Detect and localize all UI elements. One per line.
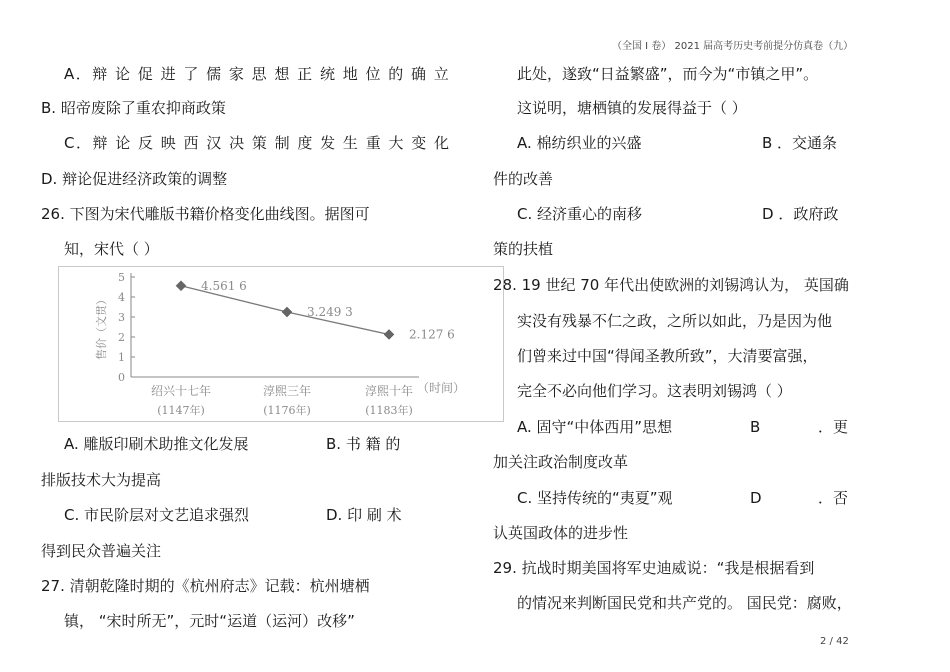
- q28-option-b-letter: B: [750, 418, 761, 436]
- q28-option-d-text: ．否: [818, 489, 849, 507]
- q25-option-b: B. 昭帝废除了重农抑商政策: [41, 99, 226, 117]
- q26-stem-line2: 知，宋代（ ）: [64, 240, 159, 258]
- y-axis-label: 售价（文贯）: [95, 294, 108, 360]
- x-tick-label: 淳熙十年: [364, 384, 414, 398]
- q25-option-c: C．辩 论 反 映 西 汉 决 策 制 度 发 生 重 大 变 化: [64, 134, 451, 152]
- x-tick-label: 绍兴十七年: [150, 384, 212, 398]
- q27-option-b-cont: 件的改善: [493, 170, 554, 188]
- y-tick-label: 0: [118, 371, 125, 384]
- data-label: 4.561 6: [201, 278, 247, 293]
- q28-option-d-cont: 认英国政体的进步性: [493, 524, 629, 542]
- q27-stem-line3: 此处，遂致“日益繁盛”，而今为“市镇之甲”。: [517, 65, 819, 83]
- data-point: [282, 307, 292, 317]
- y-tick-label: 5: [118, 271, 125, 284]
- x-tick-sublabel: (1147年): [157, 404, 205, 417]
- q26-option-b-cont: 排版技术大为提高: [41, 471, 162, 489]
- q27-stem-line1: 27. 清朝乾隆时期的《杭州府志》记载：杭州塘栖: [41, 577, 370, 595]
- q25-option-d: D. 辩论促进经济政策的调整: [41, 170, 228, 188]
- q27-stem-line4: 这说明，塘栖镇的发展得益于（ ）: [517, 99, 747, 117]
- data-point: [384, 329, 394, 339]
- x-tick-label: 淳熙三年: [262, 384, 312, 398]
- q28-option-d-letter: D: [750, 489, 762, 507]
- q28-option-c: C. 坚持传统的“夷夏”观: [517, 489, 673, 507]
- q27-option-a: A. 棉纺织业的兴盛: [517, 134, 642, 152]
- x-tick-sublabel: (1176年): [263, 404, 311, 417]
- q26-stem-line1: 26. 下图为宋代雕版书籍价格变化曲线图。据图可: [41, 205, 370, 223]
- q27-option-b: B ．交通条: [762, 134, 838, 152]
- q28-stem-line1: 28. 19 世纪 70 年代出使欧洲的刘锡鸿认为， 英国确: [493, 276, 849, 294]
- q27-option-c: C. 经济重心的南移: [517, 205, 643, 223]
- q28-stem-line3: 们曾来过中国“得闻圣教所致”，大清要富强，: [517, 347, 818, 365]
- page-header: （全国 Ⅰ 卷） 2021 届高考历史考前提分仿真卷（九）: [612, 41, 854, 52]
- q29-stem-line2: 的情况来判断国民党和共产党的。 国民党：腐败，: [517, 594, 852, 612]
- q27-option-d: D ．政府政: [762, 205, 839, 223]
- data-label: 2.127 6: [409, 327, 455, 342]
- q26-option-b: B. 书 籍 的: [326, 435, 401, 453]
- q28-stem-line2: 实没有残暴不仁之政，之所以如此，乃是因为他: [517, 312, 833, 330]
- q26-option-a: A. 雕版印刷术助推文化发展: [64, 435, 249, 453]
- q26-option-c: C. 市民阶层对文艺追求强烈: [64, 506, 250, 524]
- data-label: 3.249 3: [307, 305, 353, 320]
- q28-option-b-cont: 加关注政治制度改革: [493, 453, 629, 471]
- q25-option-a: A．辩 论 促 进 了 儒 家 思 想 正 统 地 位 的 确 立: [64, 65, 451, 83]
- y-tick-label: 2: [118, 331, 125, 344]
- y-tick-label: 1: [118, 351, 125, 364]
- q28-option-b-text: ．更: [818, 418, 849, 436]
- q27-option-d-cont: 策的扶植: [493, 240, 554, 258]
- page-number: 2 / 42: [820, 636, 849, 647]
- price-line-chart: [58, 266, 504, 422]
- q26-option-d: D. 印 刷 术: [326, 506, 402, 524]
- chart-svg: [59, 267, 503, 421]
- data-point: [176, 281, 186, 291]
- x-tick-sublabel: (1183年): [365, 404, 413, 417]
- y-tick-label: 4: [118, 291, 125, 304]
- q28-option-a: A. 固守“中体西用”思想: [517, 418, 673, 436]
- x-axis-label: （时间）: [416, 381, 466, 395]
- y-tick-label: 3: [118, 311, 125, 324]
- q26-option-d-cont: 得到民众普遍关注: [41, 542, 162, 560]
- q28-stem-line4: 完全不必向他们学习。这表明刘锡鸿（ ）: [517, 382, 792, 400]
- q27-stem-line2: 镇， “宋时所无”，元时“运道（运河）改移”: [64, 612, 355, 630]
- q29-stem-line1: 29. 抗战时期美国将军史迪威说：“我是根据看到: [493, 559, 815, 577]
